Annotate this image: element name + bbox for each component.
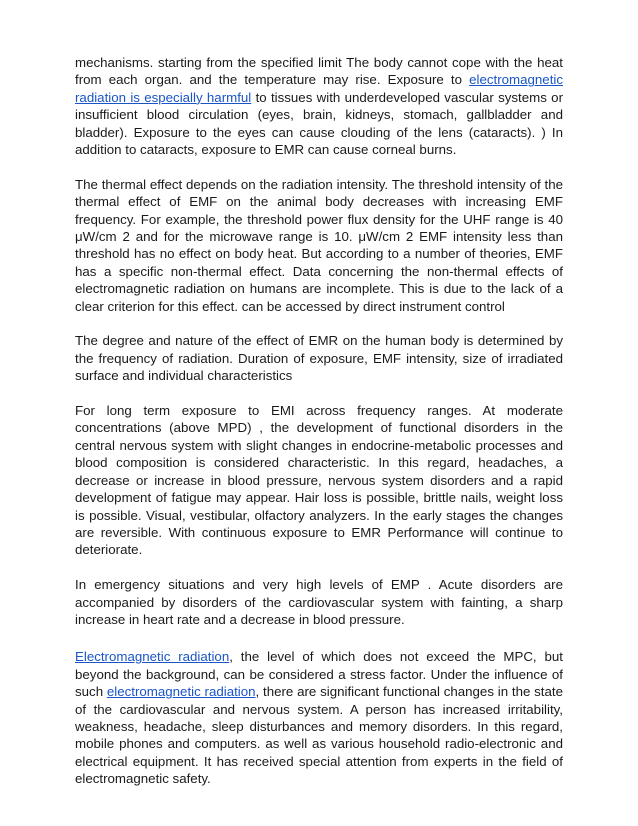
paragraph-1-text-b: to tissues with underdeveloped vascular systems or insufficient blood circulation (eyes, brain, kidneys, stomach, gallbladder and bladder). Exposure to the eyes can cause clouding of the lens (cataracts). ) In addition to cataracts, exposure to EMR can cause corneal burns. (75, 89, 564, 158)
paragraph-4 (75, 402, 563, 559)
document-page (75, 54, 563, 805)
paragraph-6 (75, 648, 563, 787)
paragraph-5-text: In emergency situations and very high levels of EMP . Acute disorders are accompanied by disorders of the cardiovascular system with fainting, a sharp increase in heart rate and a decrease in blood pressure. (75, 577, 563, 627)
paragraph-6-text-b: , there are significant functional changes in the state of the cardiovascular and nervous system. A person has increased irritability, weakness, headache, sleep disturbances and memory disorders. In this regard, mobile phones and computers. as well as various household radio-electronic and electrical equipment. It has received special attention from experts in the field of electromagnetic safety. (75, 684, 563, 787)
paragraph-6-text-a: , the level of which does not exceed the MPC, but beyond the background, can be considered a stress factor. Under the influence of such (75, 649, 563, 700)
electromagnetic-radiation-link-1[interactable]: Electromagnetic radiation (75, 649, 230, 665)
paragraph-2-text: The thermal effect depends on the radiation intensity. The threshold intensity of the thermal effect of EMF on the animal body decreases with increasing EMF frequency. For example, the threshold power flux density for the UHF range is 40 μW/cm 2 and for the microwave range is 10. μW/cm 2 EMF intensity less than threshold has no effect on body heat. But according to a number of theories, EMF has a specific non-thermal effect. Data concerning the non-thermal effects of electromagnetic radiation on humans are incomplete. This is due to the lack of a clear criterion for this effect. can be accessed by direct instrument control (75, 176, 563, 314)
paragraph-4-text: For long term exposure to EMI across frequency ranges. At moderate concentrations (above MPD) , the development of functional disorders in the central nervous system with slight changes in endocrine-metabolic processes and blood composition is considered characteristic. In this regard, headaches, a decrease or increase in blood pressure, nervous system disorders and a rapid development of fatigue may appear. Hair loss is possible, brittle nails, weight loss is possible. Visual, vestibular, olfactory analyzers. In the early stages the changes are reversible. With continuous exposure to EMR Performance will continue to deteriorate. (75, 403, 563, 558)
paragraph-3 (75, 332, 563, 384)
electromagnetic-radiation-link-2[interactable]: electromagnetic radiation (106, 684, 256, 700)
paragraph-1 (75, 54, 563, 158)
paragraph-3-text: The degree and nature of the effect of EMR on the human body is determined by the frequency of radiation. Duration of exposure, EMF intensity, size of irradiated surface and individual characteristics (75, 333, 563, 384)
electromagnetic-radiation-harmful-link[interactable]: electromagnetic radiation is especially harmful (75, 72, 563, 105)
paragraph-2 (75, 176, 563, 315)
paragraph-5 (75, 576, 563, 628)
paragraph-1-text-a: mechanisms. starting from the specified limit The body cannot cope with the heat from each organ. and the temperature may rise. Exposure to (75, 55, 563, 88)
